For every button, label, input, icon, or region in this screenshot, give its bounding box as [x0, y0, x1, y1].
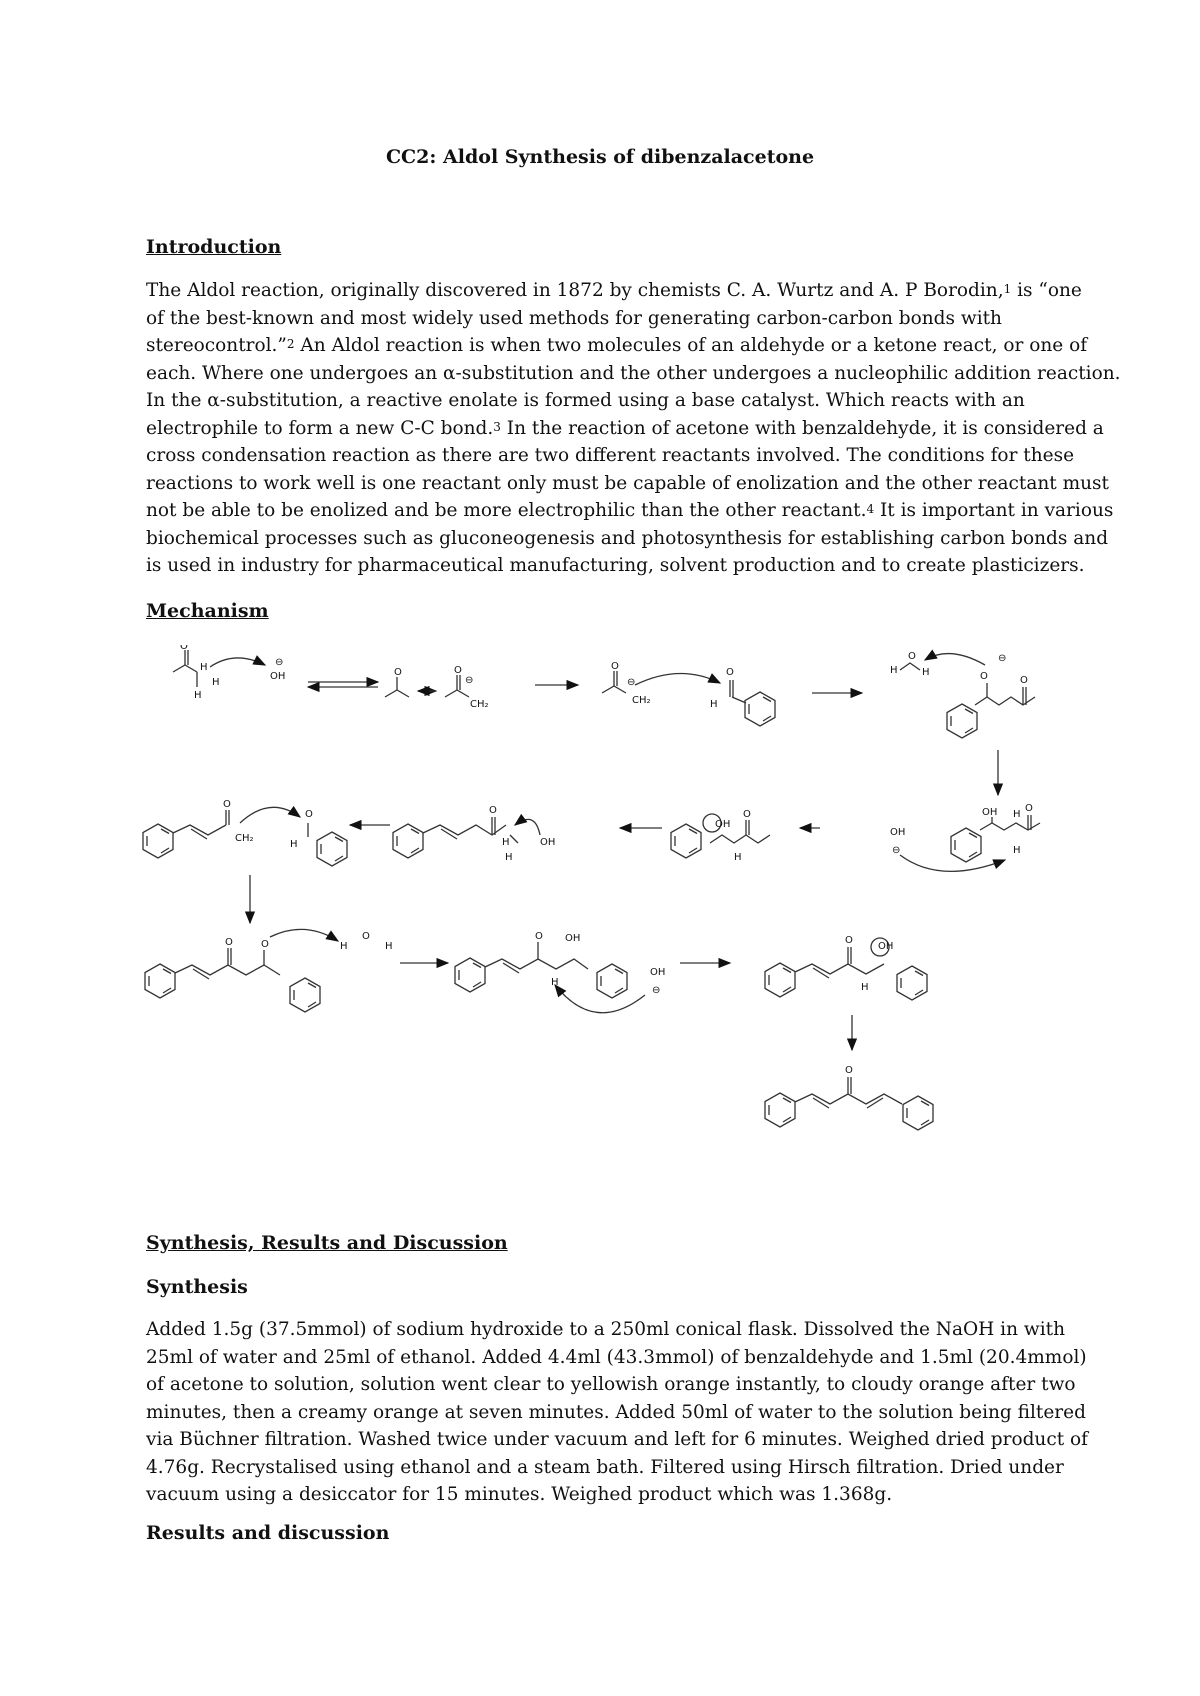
svg-text:OH: OH: [982, 807, 998, 818]
svg-text:O: O: [180, 645, 188, 652]
enolate-second-addition: [143, 799, 347, 866]
svg-text:H: H: [340, 941, 348, 952]
svg-text:O: O: [225, 937, 233, 948]
aldol-product-deprotonation: [890, 803, 1040, 871]
svg-text:CH₂: CH₂: [235, 833, 254, 844]
svg-text:H: H: [502, 837, 510, 848]
svg-text:OH: OH: [540, 837, 556, 848]
svg-text:O: O: [726, 667, 734, 678]
intro-line: each. Where one undergoes an α-substitution and the other undergoes a nucleophilic addition reaction.: [146, 362, 1121, 384]
second-elimination: [765, 935, 927, 1000]
svg-text:O: O: [261, 939, 269, 950]
citation-ref: 4: [866, 502, 875, 516]
svg-text:O: O: [611, 661, 619, 672]
synthesis-line: vacuum using a desiccator for 15 minutes. Weighed product which was 1.368g.: [146, 1484, 893, 1505]
intro-line: The Aldol reaction, originally discovered in 1872 by chemists C. A. Wurtz and A. P Borodin,$^1$ is “one: [146, 280, 1082, 301]
intro-line: of the best-known and most widely used methods for generating carbon-carbon bonds with: [146, 307, 1002, 329]
intro-line: In the α-substitution, a reactive enolate is formed using a base catalyst. Which reacts with an: [146, 390, 1025, 411]
svg-text:O: O: [908, 651, 916, 662]
svg-text:O: O: [845, 935, 853, 946]
enolate-structure: [385, 665, 489, 710]
svg-text:⊖: ⊖: [998, 653, 1007, 664]
intro-line: cross condensation reaction as there are two different reactants involved. The conditions for these: [146, 445, 1075, 466]
svg-text:CH₂: CH₂: [470, 699, 489, 710]
svg-text:O: O: [223, 799, 231, 810]
alkoxide-intermediate: [890, 651, 1035, 738]
citation-ref: 2: [286, 337, 295, 351]
intro-line: electrophile to form a new C-C bond.$^3$ In the reaction of acetone with benzaldehyde, it is considered a: [146, 417, 1104, 439]
svg-text:⊖: ⊖: [652, 985, 661, 996]
page-title: CC2: Aldol Synthesis of dibenzalacetone: [385, 146, 815, 168]
svg-text:O: O: [743, 809, 751, 820]
svg-text:⊖: ⊖: [627, 677, 636, 688]
enolate-attacks-benzaldehyde: [602, 661, 775, 726]
synthesis-heading: Synthesis: [146, 1276, 248, 1298]
diol-dehydration: [455, 931, 665, 1013]
svg-text:H: H: [890, 665, 898, 676]
intro-line: biochemical processes such as gluconeogenesis and photosynthesis for establishing carbon bonds and: [146, 527, 1109, 549]
synthesis-results-heading: Synthesis, Results and Discussion: [146, 1232, 508, 1254]
svg-text:H: H: [861, 982, 869, 993]
svg-text:H: H: [734, 852, 742, 863]
dibenzalacetone-product: [765, 1065, 933, 1130]
citation-ref: 3: [493, 419, 501, 434]
svg-text:OH: OH: [565, 933, 581, 944]
svg-text:O: O: [535, 931, 543, 942]
svg-text:H: H: [505, 852, 513, 863]
svg-text:H: H: [200, 662, 208, 673]
synthesis-line: via Büchner filtration. Washed twice under vacuum and left for 6 minutes. Weighed dried product of: [146, 1429, 1089, 1450]
svg-text:⊖: ⊖: [892, 845, 901, 856]
svg-text:O: O: [1025, 803, 1033, 814]
intro-line: is used in industry for pharmaceutical manufacturing, solvent production and to create plasticizers.: [146, 555, 1085, 576]
synthesis-line: 25ml of water and 25ml of ethanol. Added 4.4ml (43.3mmol) of benzaldehyde and 1.5ml (20.4mmol): [146, 1346, 1087, 1368]
dialkoxide-intermediate: [145, 929, 393, 1012]
intro-line: reactions to work well is one reactant only must be capable of enolization and the other reactant must: [146, 472, 1109, 494]
svg-text:O: O: [394, 667, 402, 678]
svg-text:H: H: [710, 699, 718, 710]
svg-text:O: O: [305, 809, 313, 820]
equilibrium-arrow: [308, 682, 378, 687]
synthesis-line: minutes, then a creamy orange at seven minutes. Added 50ml of water to the solution being filtered: [146, 1401, 1086, 1423]
svg-text:O: O: [362, 931, 370, 942]
mechanism-diagram: [140, 645, 1060, 1165]
svg-text:H: H: [385, 941, 393, 952]
svg-text:OH: OH: [650, 967, 666, 978]
svg-text:H: H: [922, 667, 930, 678]
synthesis-paragraph: [146, 1316, 1089, 1509]
citation-ref: 1: [1003, 282, 1012, 296]
synthesis-line: of acetone to solution, solution went clear to yellowish orange instantly, to cloudy orange after two: [146, 1374, 1076, 1395]
svg-text:H: H: [290, 839, 298, 850]
svg-text:O: O: [1020, 675, 1028, 686]
introduction-paragraph: [146, 277, 1121, 580]
synthesis-line: Added 1.5g (37.5mmol) of sodium hydroxide to a 250ml conical flask. Dissolved the NaOH in with: [146, 1319, 1065, 1340]
svg-text:O: O: [980, 671, 988, 682]
benzalacetone-deprotonation: [393, 805, 555, 863]
svg-text:⊖: ⊖: [275, 657, 284, 668]
svg-text:O: O: [489, 805, 497, 816]
svg-text:O: O: [454, 665, 462, 676]
svg-text:H: H: [212, 677, 220, 688]
synthesis-line: 4.76g. Recrystalised using ethanol and a steam bath. Filtered using Hirsch filtration. Dried under: [146, 1456, 1064, 1478]
svg-text:O: O: [845, 1065, 853, 1076]
svg-text:OH: OH: [890, 827, 906, 838]
svg-text:⊖: ⊖: [465, 675, 474, 686]
svg-text:H: H: [194, 690, 202, 701]
intro-line: not be able to be enolized and be more electrophilic than the other reactant.$^4$ It is important in various: [146, 500, 1114, 521]
intro-line: stereocontrol.”$^2$ An Aldol reaction is when two molecules of an aldehyde or a ketone react, or one of: [146, 335, 1088, 356]
svg-text:H: H: [1013, 809, 1021, 820]
svg-text:OH: OH: [878, 941, 894, 952]
mechanism-heading: Mechanism: [146, 600, 269, 622]
results-discussion-heading: Results and discussion: [146, 1522, 390, 1544]
svg-text:OH: OH: [715, 819, 731, 830]
svg-text:OH: OH: [270, 671, 286, 682]
mechanism-figure: [140, 645, 1060, 1165]
hydroxide-elimination: [671, 809, 770, 863]
svg-text:H: H: [551, 977, 559, 988]
introduction-heading: Introduction: [146, 236, 282, 258]
reactant-acetone: [173, 645, 285, 701]
svg-text:CH₂: CH₂: [632, 695, 651, 706]
svg-text:H: H: [1013, 845, 1021, 856]
